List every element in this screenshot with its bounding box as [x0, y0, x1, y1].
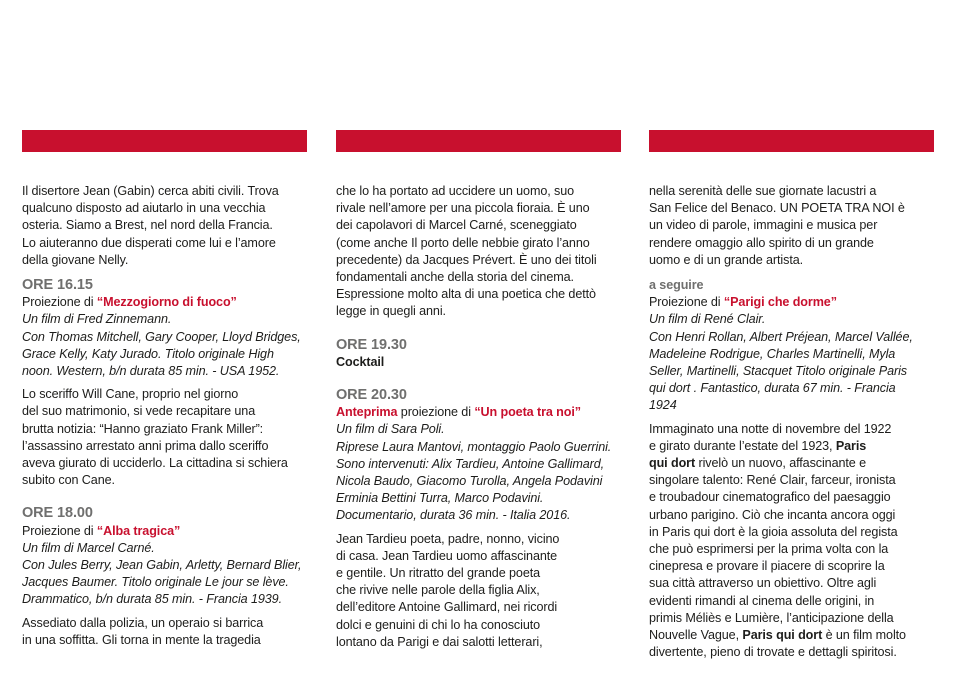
text-line — [649, 200, 949, 217]
text-segment: Erminia Bettini Turra, Marco Podavini. — [336, 491, 544, 506]
text-line — [22, 277, 322, 294]
film-title: “Alba tragica” — [96, 523, 181, 538]
text-segment: Seller, Martinelli, Stacquet Titolo originale Paris — [649, 364, 907, 379]
text-line — [336, 582, 636, 599]
time-heading: ORE 18.00 — [22, 505, 93, 522]
text-line — [336, 531, 636, 548]
text-line — [649, 346, 949, 363]
text-block — [649, 277, 949, 415]
text-segment: Jean Tardieu poeta, padre, nonno, vicino — [336, 531, 560, 546]
text-line — [649, 380, 949, 397]
text-block — [336, 531, 636, 651]
text-segment: Nicola Baudo, Giacomo Turolla, Angela Podavini — [336, 474, 603, 489]
text-segment: fondamentali anche della storia del cinema. — [336, 270, 574, 285]
text-segment: Un film di René Clair. — [649, 312, 766, 327]
text-line — [22, 540, 322, 557]
text-line — [649, 397, 949, 414]
text-segment: della giovane Nelly. — [22, 252, 129, 267]
text-segment: uomo e di un grande artista. — [649, 252, 804, 267]
text-line — [649, 277, 949, 294]
text-line — [336, 183, 636, 200]
text-line — [336, 507, 636, 524]
text-line — [649, 524, 949, 541]
text-segment: Paris qui dort — [742, 628, 823, 643]
text-line — [22, 329, 322, 346]
text-segment: e gentile. Un ritratto del grande poeta — [336, 566, 541, 581]
text-line — [22, 632, 322, 649]
text-line — [22, 311, 322, 328]
text-line — [22, 235, 322, 252]
text-line — [649, 294, 949, 311]
text-line — [336, 252, 636, 269]
text-block — [336, 337, 636, 371]
text-line — [649, 217, 949, 234]
text-line — [22, 505, 322, 522]
text-line — [649, 311, 949, 328]
text-line — [22, 294, 322, 311]
text-segment: Nouvelle Vague, — [649, 628, 743, 643]
text-line — [22, 363, 322, 380]
text-line — [336, 456, 636, 473]
text-line — [336, 387, 636, 404]
text-segment: Riprese Laura Mantovi, montaggio Paolo Guerrini. — [336, 439, 612, 454]
text-line — [649, 438, 949, 455]
text-segment: dell’editore Antoine Gallimard, nei ricordi — [336, 600, 558, 615]
text-line — [22, 438, 322, 455]
text-line — [649, 558, 949, 575]
text-segment: 1924 — [649, 398, 677, 413]
text-segment: in Paris qui dort è la gioia assoluta del regista — [649, 524, 898, 539]
text-segment: Proiezione di — [22, 523, 97, 538]
text-segment: Immaginato una notte di novembre del 1922 — [649, 421, 892, 436]
text-segment: in una soffitta. Gli torna in mente la tragedia — [22, 632, 261, 647]
text-line — [336, 354, 636, 371]
text-line — [649, 644, 949, 661]
text-segment: e girato durante l’estate del 1923, — [649, 438, 836, 453]
text-block — [22, 386, 322, 489]
text-line — [336, 200, 636, 217]
text-segment: Un film di Marcel Carné. — [22, 540, 155, 555]
column-3 — [649, 183, 949, 661]
text-segment: Con Henri Rollan, Albert Préjean, Marcel Vallée, — [649, 329, 913, 344]
red-header-bar-1 — [22, 130, 307, 152]
text-segment: Con Jules Berry, Jean Gabin, Arletty, Bernard Blier, — [22, 558, 302, 573]
text-segment: qui dort . Fantastico, durata 67 min. - Francia — [649, 381, 896, 396]
text-block — [336, 183, 636, 321]
film-title: “Un poeta tra noi” — [474, 405, 581, 420]
text-segment: Proiezione di — [649, 295, 724, 310]
text-segment: sua città attraverso un obiettivo. Oltre agli — [649, 576, 877, 591]
time-heading: ORE 16.15 — [22, 277, 93, 294]
text-segment: che può esprimersi per la prima volta con la — [649, 542, 889, 557]
text-segment: rivale nell’amore per una piccola fioraia. È uno — [336, 201, 590, 216]
text-line — [22, 346, 322, 363]
film-title: “Mezzogiorno di fuoco” — [96, 295, 237, 310]
text-line — [336, 269, 636, 286]
film-title: Anteprima — [336, 405, 398, 420]
text-line — [649, 489, 949, 506]
text-block — [22, 277, 322, 380]
text-line — [649, 252, 949, 269]
text-block — [649, 421, 949, 662]
text-line — [336, 473, 636, 490]
text-segment: del suo matrimonio, si vede recapitare una — [22, 404, 256, 419]
text-segment: (come anche Il porto delle nebbie girato l’anno — [336, 235, 590, 250]
text-line — [22, 200, 322, 217]
red-header-bar-3 — [649, 130, 934, 152]
text-segment: noon. Western, b/n durata 85 min. - USA 1952. — [22, 364, 280, 379]
text-segment: Assediato dalla polizia, un operaio si barrica — [22, 615, 264, 630]
text-segment: Il disertore Jean (Gabin) cerca abiti civili. Trova — [22, 184, 279, 198]
text-segment: Drammatico, b/n durata 85 min. - Francia 1939. — [22, 592, 282, 607]
text-segment: che rivive nelle parole della figlia Alix, — [336, 583, 540, 598]
text-line — [649, 455, 949, 472]
text-segment: lontano da Parigi e dai salotti letterari, — [336, 634, 543, 649]
text-line — [649, 575, 949, 592]
text-block — [22, 615, 322, 649]
text-line — [22, 615, 322, 632]
text-line — [649, 363, 949, 380]
text-segment: proiezione di — [397, 405, 475, 420]
text-line — [649, 329, 949, 346]
text-segment: dolci e genuini di chi lo ha conosciuto — [336, 617, 541, 632]
text-segment: Cocktail — [336, 354, 385, 369]
text-segment: legge in quegli anni. — [336, 304, 446, 319]
time-heading: ORE 20.30 — [336, 387, 407, 404]
text-segment: Sono intervenuti: Alix Tardieu, Antoine Gallimard, — [336, 456, 605, 471]
text-line — [336, 404, 636, 421]
text-segment: aveva giurato di ucciderlo. La cittadina si schiera — [22, 456, 288, 471]
text-line — [336, 634, 636, 651]
text-line — [22, 252, 322, 269]
text-segment: Espressione molto alta di una poetica che dettò — [336, 287, 596, 302]
text-block — [22, 183, 322, 269]
text-line — [22, 574, 322, 591]
text-segment: San Felice del Benaco. UN POETA TRA NOI è — [649, 201, 905, 216]
text-segment: Lo aiuteranno due disperati come lui e l’amore — [22, 235, 276, 250]
text-line — [336, 599, 636, 616]
text-segment: nella serenità delle sue giornate lacustri a — [649, 184, 877, 198]
text-segment: rivelò un nuovo, affascinante e — [695, 456, 866, 471]
text-segment: divertente, pieno di trovate e dettagli spiritosi. — [649, 645, 897, 660]
text-segment: Madeleine Rodrigue, Charles Martinelli, Myla — [649, 346, 896, 361]
text-segment: un video di parole, immagini e musica per — [649, 218, 878, 233]
text-line — [649, 541, 949, 558]
text-segment: singolare talento: René Clair, farceur, ironista — [649, 473, 896, 488]
text-line — [336, 421, 636, 438]
text-line — [336, 337, 636, 354]
text-line — [22, 472, 322, 489]
text-line — [649, 183, 949, 200]
column-1 — [22, 183, 322, 649]
text-segment: dei capolavori di Marcel Carné, sceneggiato — [336, 218, 577, 233]
text-line — [649, 472, 949, 489]
red-header-bar-2 — [336, 130, 621, 152]
text-line — [649, 627, 949, 644]
text-line — [336, 490, 636, 507]
text-segment: l’assassino arrestato anni prima dallo sceriffo — [22, 438, 269, 453]
text-block — [22, 505, 322, 608]
text-line — [22, 591, 322, 608]
text-line — [649, 593, 949, 610]
text-line — [336, 235, 636, 252]
text-segment: Con Thomas Mitchell, Gary Cooper, Lloyd Bridges, — [22, 329, 301, 344]
text-line — [22, 421, 322, 438]
column-2 — [336, 183, 636, 651]
text-segment: Un film di Sara Poli. — [336, 422, 445, 437]
text-line — [22, 386, 322, 403]
text-segment: rendere omaggio allo spirito di un grande — [649, 235, 874, 250]
text-segment: Proiezione di — [22, 295, 97, 310]
text-segment: Lo sceriffo Will Cane, proprio nel giorno — [22, 387, 239, 402]
text-segment: Jacques Baumer. Titolo originale Le jour se lève. — [22, 575, 289, 590]
text-segment: brutta notizia: “Hanno graziato Frank Miller”: — [22, 421, 264, 436]
text-segment: a seguire — [649, 278, 704, 293]
text-line — [649, 507, 949, 524]
film-title: “Parigi che dorme” — [723, 295, 837, 310]
text-segment: qualcuno disposto ad aiutarlo in una vecchia — [22, 201, 266, 216]
text-line — [336, 303, 636, 320]
text-segment: evidenti rimandi al cinema delle origini, in — [649, 593, 875, 608]
text-segment: Grace Kelly, Katy Jurado. Titolo originale High — [22, 346, 274, 361]
text-segment: precedente) da Jacques Prévert. È uno dei titoli — [336, 252, 597, 267]
text-block — [649, 183, 949, 269]
text-segment: cinepresa e provare il piacere di scoprire la — [649, 559, 885, 574]
text-line — [22, 217, 322, 234]
text-segment: Paris — [835, 438, 867, 453]
text-segment: Documentario, durata 36 min. - Italia 2016. — [336, 508, 571, 523]
text-segment: Un film di Fred Zinnemann. — [22, 312, 172, 327]
text-line — [649, 421, 949, 438]
text-line — [336, 439, 636, 456]
time-heading: ORE 19.30 — [336, 336, 407, 353]
text-line — [649, 235, 949, 252]
text-line — [336, 617, 636, 634]
text-segment: primis Méliès e Lumière, l’anticipazione della — [649, 610, 894, 625]
text-segment: subito con Cane. — [22, 473, 115, 488]
text-line — [336, 217, 636, 234]
text-segment: osteria. Siamo a Brest, nel nord della Francia. — [22, 218, 273, 233]
text-block — [336, 387, 636, 525]
text-line — [336, 286, 636, 303]
text-segment: di casa. Jean Tardieu uomo affascinante — [336, 548, 558, 563]
text-line — [22, 183, 322, 200]
text-line — [336, 565, 636, 582]
text-segment: che lo ha portato ad uccidere un uomo, suo — [336, 184, 575, 198]
text-line — [649, 610, 949, 627]
text-segment: e troubadour cinematografico del paesaggio — [649, 490, 891, 505]
text-line — [22, 557, 322, 574]
text-line — [22, 523, 322, 540]
text-line — [22, 455, 322, 472]
text-line — [336, 548, 636, 565]
text-line — [22, 403, 322, 420]
text-segment: è un film molto — [822, 628, 906, 643]
text-segment: qui dort — [649, 456, 696, 471]
text-segment: urbano parigino. Ciò che incanta ancora oggi — [649, 507, 896, 522]
